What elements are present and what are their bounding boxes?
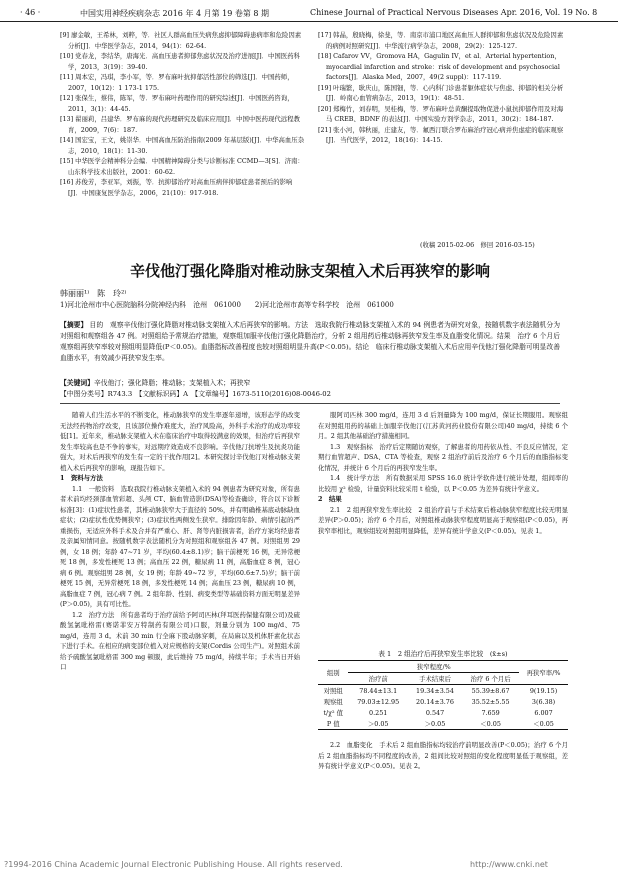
article-title: 辛伐他汀强化降脂对椎动脉支架植入术后再狭窄的影响	[129, 262, 490, 280]
body-column-right-lower	[318, 740, 568, 850]
table-cell: ＞0.05	[367, 720, 389, 728]
section-heading: 2 结果	[318, 495, 342, 503]
table-row-label: 对照组	[323, 687, 343, 695]
section-heading: 1 资料与方法	[60, 474, 103, 482]
table-cell: 0.251	[369, 708, 388, 717]
keywords-label: 【关键词】	[60, 379, 94, 387]
journal-name-en: Chinese Journal of Practical Nervous Diseases Apr. 2016, Vol. 19 No. 8	[310, 8, 598, 17]
table-cell: 35.52±5.55	[471, 697, 510, 706]
table-row	[318, 707, 568, 718]
table-cell: 7.659	[481, 708, 500, 717]
table-header-span: 狭窄程度/%	[348, 661, 519, 673]
table-row	[318, 685, 568, 697]
body-paragraph: 1.1 一般资料 选取我院行椎动脉支架植入术的 94 例患者为研究对象，所有患者术前均经颈部血管彩超、头颅 CT、脑血管造影(DSA)等检查确诊，符合以下诊断标准[3]：(1)症状性患者，其椎动脉狭窄大于直径的 50%，并有明确椎基底动脉缺血症状；(2)症状性优势侧狭窄；(3)症状性两侧发生狭窄。排除因年龄、病情引起的严重损伤，无适应外科手术及合并有严重心、肝、肾等内脏损害者，治疗方案均经患者及亲属知情同意。按随机数字表法随机分为对照组和观察组各 47 例。对照组男 29 例，女 18 例；年龄 47~71 岁，平均(60.4±8.1)岁；脑干前梗死 16 例，无异常梗死 18 例，多发性梗死 13 例；高血压 22 例，糖尿病 11 例，高脂血症 8 例，冠心病 6 例。观察组男 28 例，女 19 例；年龄 49~72 岁，平均(60.6±7.5)岁；脑干前梗死 15 例，无异常梗死 18 例，多发性梗死 14 例；高血压 23 例，糖尿病 10 例，高脂血症 7 例，冠心病 7 例。2 组年龄、性别、病变类型等基础资料方面无明显差异(P＞0.05)，具有可比性。	[60, 484, 300, 608]
table-row	[318, 696, 568, 707]
page-header	[0, 0, 618, 22]
journal-name-cn: 中国实用神经疾病杂志 2016 年 4 月第 19 卷第 8 期	[80, 9, 270, 18]
body-column-left	[60, 410, 300, 850]
table-header-rate: 再狭窄率/%	[526, 669, 561, 677]
abstract-label: 【摘要】	[60, 321, 88, 329]
table-body	[318, 685, 568, 730]
page-number: · 46 ·	[20, 8, 41, 17]
table-header-6month: 治疗 6 个月后	[470, 675, 511, 683]
table-header-group: 组别	[326, 669, 340, 677]
table-1	[318, 648, 568, 730]
table-cell: ＜0.05	[480, 720, 501, 728]
reference-item: [21] 张小河，韩秋丽，庄建友，等．氟西汀联合罗布麻治疗冠心病并焦虑症的临床观察[J]．当代医学，2012，18(16)：14-15.	[318, 125, 564, 144]
body-paragraph: 随着人们生活水平的不断变化，椎动脉狭窄的发生率逐年递增，该形态学的改变无法经药物治疗改变，且该部位操作难度大，治疗风险高，外科手术治疗的成功率较低[1]。近年来，椎动脉支架植入术在临床治疗中取得较满意的效果，但治疗后再狭窄发生率较高也是不争的事实，对远期疗效造成不良影响。辛伐他汀抗增生及抗炎功能强大，对术后再狭窄的发生有一定的干扰作用[2]。本研究探讨辛伐他汀对椎动脉支架植入术后再狭窄的影响，现报告如下。	[60, 411, 300, 472]
reference-item: [12] 张保生，蔡伟，陈军，等．罗布麻叶药理作用的研究综述[J]．中国医药咨询，2011，3(1)：44-45.	[60, 94, 294, 113]
received-date: (收稿 2015-02-06 修回 2016-03-15)	[420, 241, 535, 249]
table-cell: 78.44±13.1	[359, 686, 398, 695]
body-paragraph: 2.1 2 组再狭窄发生率比较 2 组治疗前与手术结束后椎动脉狭窄程度比较无明显差异(P＞0.05)；治疗 6 个月后，对照组椎动脉狭窄程度明显高于观察组(P＜0.05)，再狭窄率相比，观察组较对照组明显降低，差异有统计学意义(P＜0.05)。见表 1。	[318, 505, 568, 535]
table-cell: ＜0.05	[533, 720, 554, 728]
reference-item: [13] 翟丽莉，吕建华．罗布麻的现代药理研究及临床应用[J]．中国中医药现代远程教育，2009，7(6)：187.	[60, 115, 300, 134]
article-authors: 韩丽丽¹⁾ 陈 玲²⁾	[60, 289, 127, 298]
body-paragraph: 服阿司匹林 300 mg/d，连用 3 d 后剂量降为 100 mg/d，保证长期服用。观察组在对照组用药的基础上加服辛伐他汀(江苏黄河药业股份有限公司)40 mg/d，持续 6 个月。2 组其他基础治疗措施相同。	[318, 411, 568, 440]
reference-item: [10] 党春龙，李结华，唐海光．高血压患者抑郁焦虑状况及治疗进展[J]．中国医药科学，2013，3(19)：39-40.	[60, 52, 300, 71]
article-affiliations: 1)河北沧州市中心医院脑科分院神经内科 沧州 061000 2)河北沧州市高等专科学校 沧州 061000	[60, 301, 394, 309]
table-cell: 19.34±3.54	[416, 686, 454, 695]
reference-item: [20] 郑梅竹，刘春明，吴桂梅，等．罗布麻叶总黄酮提取物促进小鼠抗抑郁作用及对海马 CREB、BDNF 的表达[J]．中国实验方剂学杂志，2011，30(2)：184-187.	[318, 104, 564, 123]
copyright-notice: ?1994-2016 China Academic Journal Electronic Publishing House. All rights reserved.	[4, 860, 343, 869]
body-paragraph: 1.3 观察指标 治疗后定期随访观察，了解患者的用药依从性、不良反应情况，定期行血管超声、DSA、CTA 等检查，观察 2 组治疗前后及治疗 6 个月后的血脂指标变化情况，并统计 6 个月后的再狭窄发生率。	[318, 442, 568, 472]
reference-item: [19] 叶瑞繁，耿庆山，陈国钿，等．心内科门诊患者躯体症状与焦虑、抑郁的相关分析[J]．岭南心血管病杂志，2013，19(1)：48-51.	[318, 83, 564, 102]
reference-item: [9] 廖金敏，王希林，刘粹，等．社区人群高血压失病焦虑抑郁障碍患病率和危险因素分析[J]．中华医学杂志，2014，94(1)：62-64.	[60, 31, 302, 50]
abstract-text: 目的 观察辛伐他汀强化降脂对椎动脉支架植入术后再狭窄的影响。方法 选取我院行椎动脉支架植入术的 94 例患者为研究对象，按随机数字表法随机分为对照组和观察组各 47 例。对照组给予常规治疗措施，观察组加服辛伐他汀强化降脂治疗，分析 2 组用药后椎动脉再狭窄发生率及血脂变化情况。结果 治疗 6 个月后观察组再狭窄率较对照组明显降低(P＜0.05)。血脂指标改善程度也较对照组明显升高(P＜0.05)。结论 临床行椎动脉支架植入术后应用辛伐他汀强化降脂可明显改善血脂水平，有效减少再狭窄发生率。	[60, 321, 560, 362]
table-cell: 3(6.38)	[531, 697, 556, 706]
reference-item: [14] 国宏宝，王文，姚崇华．中国高血压防治指南(2009 年基层版)[J]．中华高血压杂志，2010，18(1)：11-30.	[60, 136, 305, 155]
table-header-after-surgery: 手术结束后	[419, 675, 451, 683]
body-column-right	[318, 410, 568, 646]
reference-item: [11] 周本宏，冯琪，李小军，等．罗布麻叶抗抑郁活性部位的筛选[J]．中国药师，2007，10(12)：1 173-1 175.	[60, 73, 294, 92]
table-header-before: 治疗前	[368, 675, 388, 683]
table-row-label: 观察组	[323, 698, 343, 706]
table-row-label: P 值	[326, 720, 340, 728]
reference-item: [18] Cafarov VV，Gromova HA，Gagulin IV，et al．Arterial hypertention，myocardial infarction and stroke：risk of development and psychosocial factors[J]．Alaska Med，2007，49(2 suppl)：117-119.	[318, 52, 561, 81]
abstract-divider	[60, 403, 560, 404]
table-cell: 6.007	[534, 708, 553, 717]
body-paragraph: 1.2 治疗方法 所有患者均于治疗前给予阿司匹林(拜耳医药保健有限公司)及硫酸氢氯吡格雷(赛诺菲安万特制药有限公司)口服，剂量分别为 100 mg/d、75 mg/d，连用 3 d。术前 30 min 行全麻下股动脉穿刺，在局麻以及机体肝素化状态下进行手术。在相应的病变部位植入对应规格的支架(Cordis 公司生产)。对照组术前给予硫酸氢氯吡格雷 300 mg 顿服，此后维持 75 mg/d，持续半年；手术当日开始口	[60, 610, 300, 671]
references-left	[60, 30, 305, 252]
keywords-block	[60, 378, 560, 400]
table-cell: 0.547	[425, 708, 445, 717]
reference-item: [17] 韩晶，殷晓梅，徐斐，等．南京市浦口地区高血压人群抑郁和焦虑状况及危险因素的病例对照研究[J]．中华流行病学杂志，2008，29(2)：125-127.	[318, 31, 564, 50]
reference-item: [15] 中华医学会精神科分会编．中国精神障碍分类与诊断标准 CCMD—3[S]．济南：山东科学技术出版社，2001：60-62.	[60, 157, 304, 176]
table-cell: ＞0.05	[424, 720, 446, 728]
cnki-link[interactable]: http://www.cnki.net	[470, 860, 548, 869]
table-cell: 55.39±8.67	[471, 686, 510, 695]
table-row	[318, 718, 568, 730]
body-paragraph: 2.2 血脂变化 手术后 2 组血脂指标均较治疗前明显改善(P＜0.05)；治疗 6 个月后 2 组血脂指标均不同程度的改善，2 组间比较对照组的变化程度明显低于观察组，差异有统计学意义(P＜0.05)。见表 2。	[318, 741, 568, 770]
classification-line: 【中图分类号】R743.3 【文献标识码】A 【文章编号】1673-5110(2016)08-0046-02	[60, 390, 331, 398]
table-cell: 9(19.15)	[529, 686, 558, 695]
table-cell: 79.03±12.95	[357, 697, 400, 706]
references-right	[318, 30, 568, 242]
reference-item: [16] 苏俊芳，李亚军，刘振，等．抗抑郁治疗对高血压病伴抑郁症患者预后的影响[J]．中国康复医学杂志，2006，21(10)：917-918.	[60, 178, 293, 197]
keywords-text: 辛伐他汀；强化降脂；椎动脉；支架植入术；再狭窄	[93, 379, 251, 387]
abstract	[60, 320, 560, 364]
body-paragraph: 1.4 统计学方法 所有数据采用 SPSS 16.0 统计学软件进行统计处理，组间率的比较用 χ² 检验，计量资料比较采用 t 检验，以 P＜0.05 为差异有统计学意义。	[318, 474, 568, 493]
table-row-label: t/χ² 值	[323, 709, 344, 717]
table-caption: 表 1 2 组治疗后再狭窄发生率比较 (x̄±s)	[378, 650, 508, 658]
table-cell: 20.14±3.76	[416, 697, 454, 706]
